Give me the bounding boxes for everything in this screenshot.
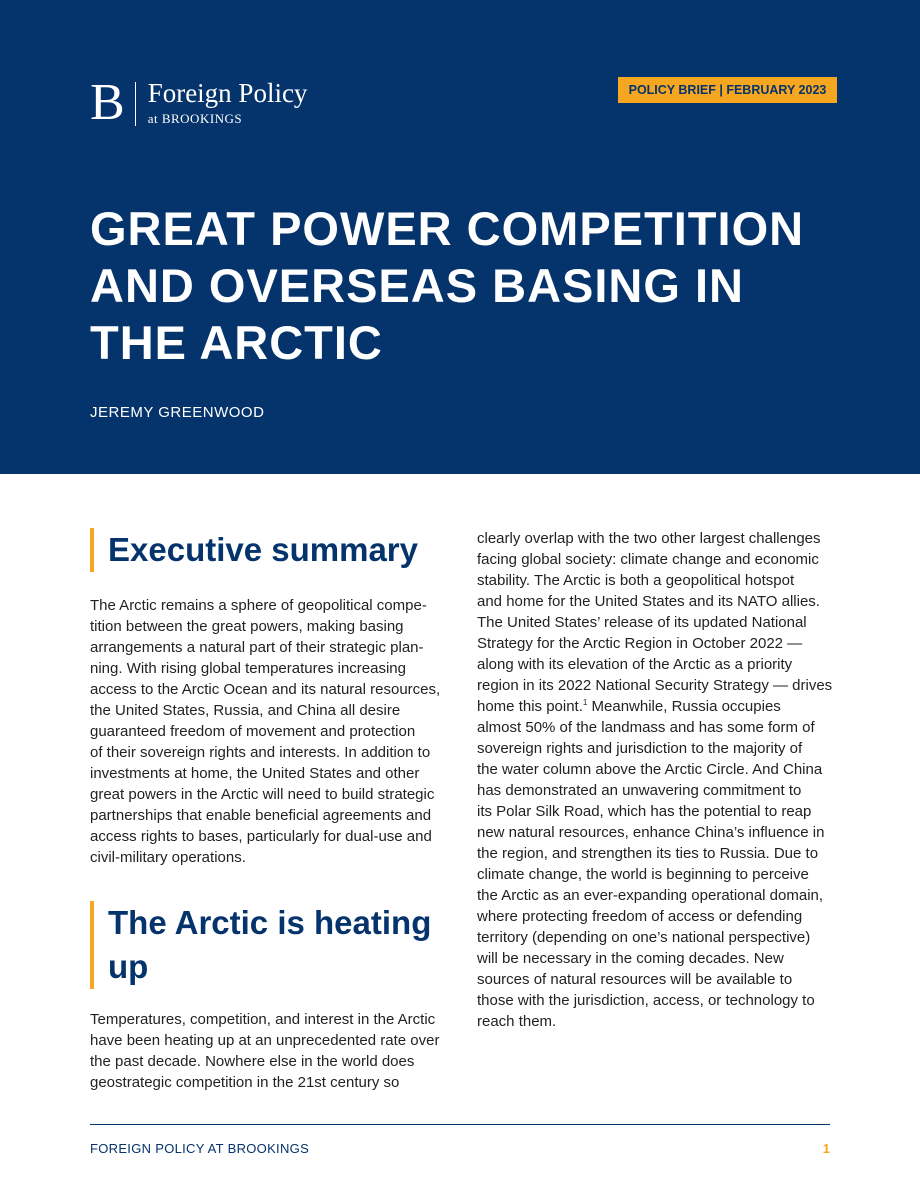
header-banner <box>0 0 920 474</box>
title-line: THE ARCTIC <box>90 316 383 369</box>
author-name: JEREMY GREENWOOD <box>90 404 265 421</box>
footnote-ref[interactable]: 1 <box>582 698 588 707</box>
logo-name: Foreign Policy <box>147 78 308 108</box>
page-number: 1 <box>822 1141 830 1156</box>
section-heading-text: Executive summary <box>108 531 419 568</box>
logo-letter: B <box>90 74 125 131</box>
policy-brief-tag: POLICY BRIEF | FEBRUARY 2023 <box>618 77 837 103</box>
arctic-heating-text: Temperatures, competition, and interest in the Arctic have been heating up at an unprecedented rate over the past decade. Nowhere else in the world does geostrategic competition in the 21st century so <box>90 1011 440 1091</box>
arctic-heating-continued-text: clearly overlap with the two other largest challenges facing global society: climate change and economic stability. The Arctic is both a geopolitical hotspot and home for the United States and its NATO allies. The United States’ release of its updated National Strategy for the Arctic Region in October 2022 — along with its elevation of the Arctic as a priority region in its 2022 National Security Strategy — drives home this point.$^1$ Meanwhile, Russia occupies almost 50% of the landmass and has some form of sovereign rights and jurisdiction to the majority of the water column above the Arctic Circle. And China has demonstrated an unwavering commitment to its Polar Silk Road, which has the potential to reap new natural resources, enhance China’s influence in the region, and strengthen its ties to Russia. Due to climate change, the world is beginning to perceive the Arctic as an ever-expanding operational domain, where protecting freedom of access or defending territory (depending on one’s national perspective) will be necessary in the coming decades. New sources of natural resources will be available to those with the jurisdiction, access, or technology to reach them. <box>477 530 833 1030</box>
title-line: AND OVERSEAS BASING IN <box>90 259 744 312</box>
brookings-logo[interactable] <box>90 74 308 131</box>
section-heading-text: The Arctic is heating up <box>108 904 432 985</box>
executive-summary-heading <box>90 528 418 572</box>
logo-subtitle: at BROOKINGS <box>147 111 243 126</box>
title-line: GREAT POWER COMPETITION <box>90 202 805 255</box>
arctic-heating-heading <box>90 901 431 989</box>
logo-divider <box>135 82 136 126</box>
footer-label: FOREIGN POLICY AT BROOKINGS <box>90 1141 310 1156</box>
executive-summary-text: The Arctic remains a sphere of geopolitical compe- tition between the great powers, making basing arrangements a natural part of their strategic plan- ning. With rising global temperatures increasing access to the Arctic Ocean and its natural resources, the United States, Russia, and China all desire guaranteed freedom of movement and protection of their sovereign rights and interests. In addition to investments at home, the United States and other great powers in the Arctic will need to build strategic partnerships that enable beneficial agreements and access rights to bases, particularly for dual-use and civil-military operations. <box>90 597 441 866</box>
footer-divider <box>90 1124 830 1125</box>
page-title <box>90 200 870 371</box>
